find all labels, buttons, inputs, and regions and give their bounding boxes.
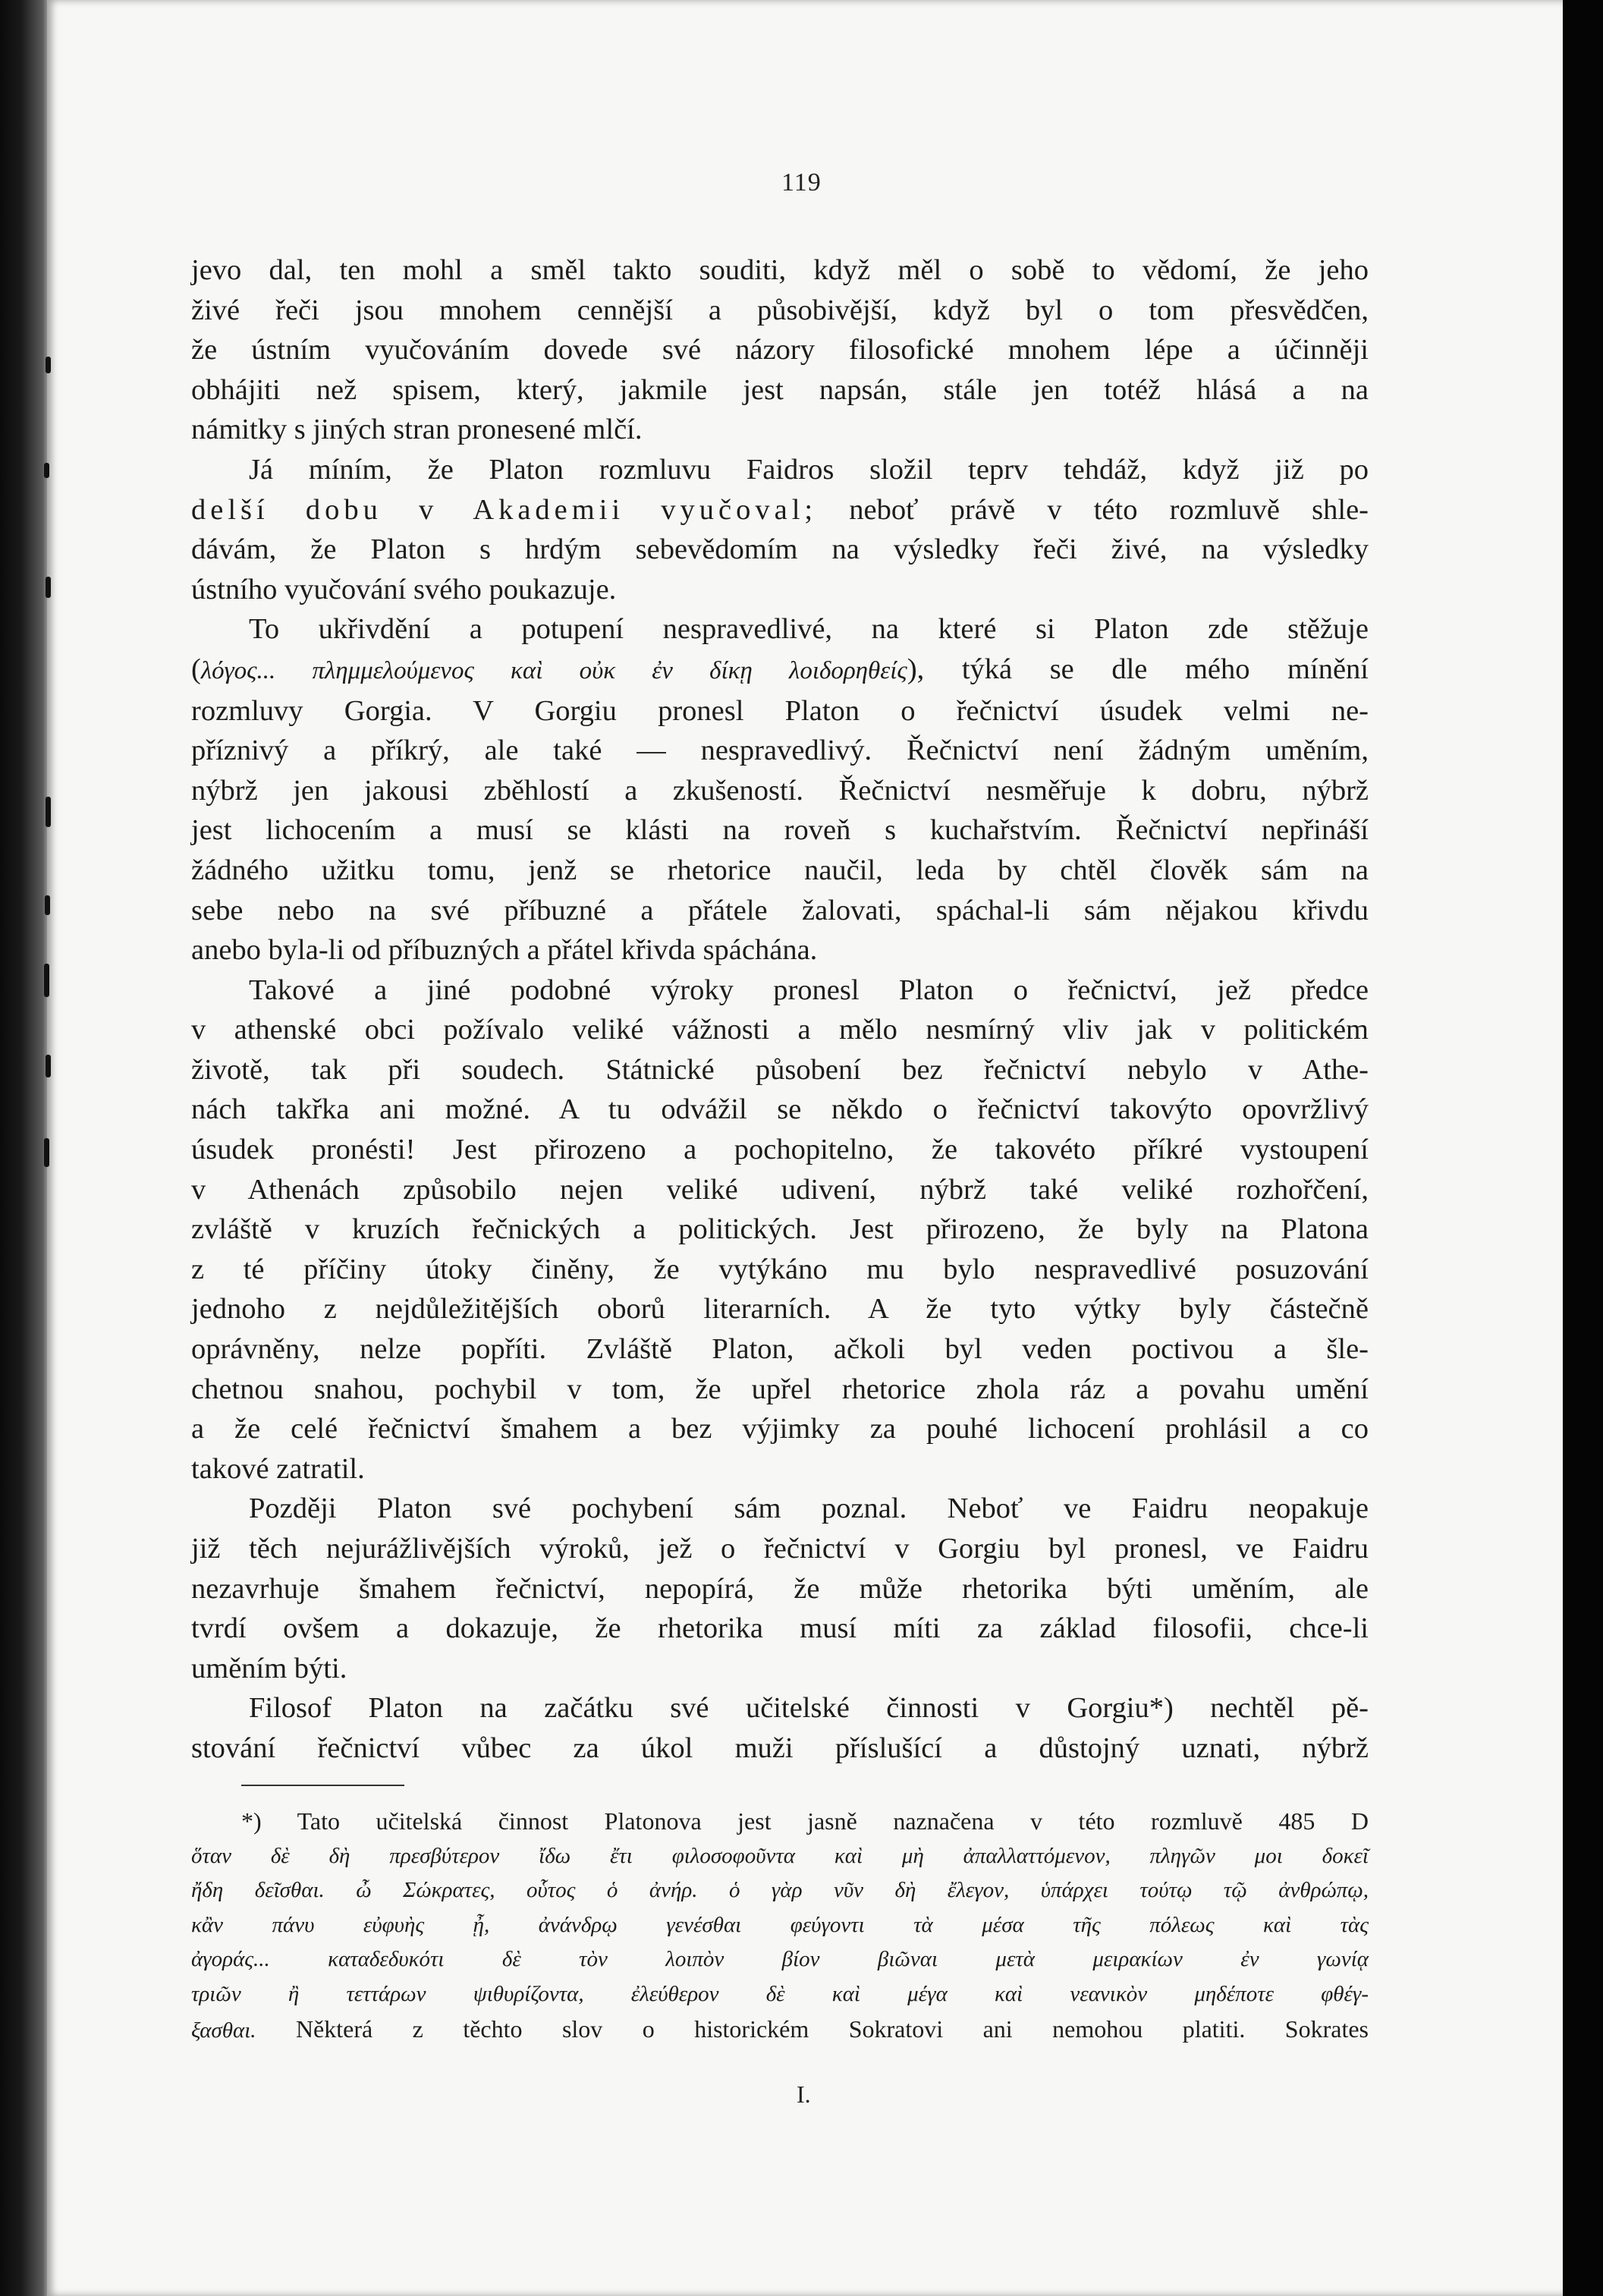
body-line: živé řeči jsou mnohem cennější a působivější, když byl o tom přesvědčen,	[191, 294, 1369, 326]
body-line: jevo dal, ten mohl a směl takto souditi, když měl o sobě to vědomí, že jeho	[191, 254, 1369, 286]
body-line: nýbrž jen jakousi zběhlostí a zkušeností. Řečnictví nesměřuje k dobru, nýbrž	[191, 774, 1369, 807]
margin-mark	[46, 577, 51, 598]
margin-mark	[46, 797, 51, 827]
body-text	[191, 250, 1369, 1769]
footnote-greek-line: ἤδη δεῖσθαι. ὦ Σώκρατες, οὗτος ὁ ἀνήρ. ὁ γὰρ νῦν δὴ ἔλεγον, ὑπάρχει τούτῳ τῷ ἀνθρώπῳ,	[191, 1878, 1369, 1903]
body-line: Já míním, že Platon rozmluvu Faidros složil teprv tehdáž, když již po	[249, 453, 1369, 486]
body-line: nách takřka ani možné. A tu odvážil se někdo o řečnictví takovýto opovržlivý	[191, 1093, 1369, 1126]
footnote	[191, 1804, 1369, 2048]
body-line-rest: neboť právě v této rozmluvě shle-	[817, 493, 1369, 526]
margin-mark	[46, 1055, 51, 1077]
footnote-greek-line: κἂν πάνυ εὐφυὴς ᾖ, ἀνάνδρῳ γενέσθαι φεύγοντι τὰ μέσα τῆς πόλεως καὶ τὰς	[191, 1912, 1369, 1937]
page-number: 119	[781, 168, 822, 197]
body-line: že ústním vyučováním dovede své názory filosofické mnohem lépe a účinněji	[191, 334, 1369, 366]
body-line: anebo byla-li od příbuzných a přátel křivda spáchána.	[191, 934, 818, 967]
body-line: Filosof Platon na začátku své učitelské činnosti v Gorgiu*) nechtěl pě-	[249, 1692, 1369, 1725]
body-line	[191, 649, 1369, 691]
body-line: sebe nebo na své příbuzné a přátele žalovati, spáchal-li sám nějakou křivdu	[191, 894, 1369, 926]
spaced-emphasis: delší dobu v Akademii vyučoval;	[191, 493, 818, 526]
body-line: jednoho z nejdůležitějších oborů literarních. A že tyto výtky byly částečně	[191, 1293, 1369, 1326]
body-line: již těch nejurážlivějších výroků, jež o řečnictví v Gorgiu byl pronesl, ve Faidru	[191, 1533, 1369, 1565]
body-line: námitky s jiných stran pronesené mlčí.	[191, 414, 643, 446]
footnote-line: *) Tato učitelská činnost Platonova jest jasně naznačena v této rozmluvě 485 D	[241, 1807, 1369, 1835]
body-line: Takové a jiné podobné výroky pronesl Platon o řečnictví, jež předce	[249, 973, 1369, 1006]
margin-mark	[44, 1138, 49, 1167]
footnote-greek-line: τριῶν ἢ τεττάρων ψιθυρίζοντα, ἐλεύθερον δὲ καὶ μέγα καὶ νεανικὸν μηδέποτε φθέγ-	[191, 1981, 1369, 2006]
body-line: jest lichocením a musí se klásti na roveň s kuchařstvím. Řečnictví nepřináší	[191, 814, 1369, 847]
scan-right-edge	[1563, 0, 1603, 2296]
footnote-greek-fragment: ξασθαι.	[191, 2018, 256, 2043]
body-line-rest: ), týká se dle mého mínění	[907, 653, 1369, 685]
body-line: úsudek pronésti! Jest přirozeno a pochopitelno, že takovéto příkré vystoupení	[191, 1134, 1369, 1166]
body-line: příznivý a příkrý, ale také — nespravedlivý. Řečnictví není žádným uměním,	[191, 734, 1369, 767]
body-line: a že celé řečnictví šmahem a bez výjimky za pouhé lichocení prohlásil a co	[191, 1413, 1369, 1445]
greek-quote: λόγος... πλημμελούμενος καὶ οὐκ ἐν δίκῃ λοιδορηθείς	[200, 656, 907, 684]
body-line: v athenské obci požívalo veliké vážnosti a mělo nesmírný vliv jak v politickém	[191, 1014, 1369, 1046]
body-line: oprávněny, nelze popříti. Zvláště Platon, ačkoli byl veden poctivou a šle-	[191, 1333, 1369, 1366]
margin-mark	[44, 463, 49, 478]
body-line: obhájiti než spisem, který, jakmile jest napsán, stále jen totéž hlásá a na	[191, 373, 1369, 406]
body-line: To ukřivdění a potupení nespravedlivé, na které si Platon zde stěžuje	[249, 613, 1369, 646]
body-line: Později Platon své pochybení sám poznal. Neboť ve Faidru neopakuje	[249, 1492, 1369, 1525]
footnote-greek-line: ἀγοράς... καταδεδυκότι δὲ τὸν λοιπὸν βίον βιῶναι μετὰ μειρακίων ἐν γωνίᾳ	[191, 1947, 1369, 1972]
body-line: chetnou snahou, pochybil v tom, že upřel rhetorice zhola ráz a povahu umění	[191, 1373, 1369, 1405]
body-line: nezavrhuje šmahem řečnictví, nepopírá, že může rhetorika býti uměním, ale	[191, 1572, 1369, 1605]
body-line: ústního vyučování svého poukazuje.	[191, 573, 617, 605]
body-line: rozmluvy Gorgia. V Gorgiu pronesl Platon o řečnictví úsudek velmi ne-	[191, 694, 1369, 727]
body-line: žádného užitku tomu, jenž se rhetorice naučil, leda by chtěl člověk sám na	[191, 854, 1369, 886]
footnote-greek-line: ὅταν δὲ δὴ πρεσβύτερον ἴδω ἔτι φιλοσοφοῦντα καὶ μὴ ἀπαλλαττόμενον, πληγῶν μοι δοκεῖ	[191, 1843, 1369, 1868]
paren-open: (	[191, 653, 201, 685]
margin-mark	[44, 964, 49, 997]
body-line: takové zatratil.	[191, 1452, 365, 1485]
footnote-line	[191, 2012, 1369, 2049]
margin-mark	[46, 357, 51, 373]
body-line: uměním býti.	[191, 1652, 347, 1684]
body-line: z té příčiny útoky činěny, že vytýkáno mu bylo nespravedlivé posuzování	[191, 1253, 1369, 1285]
body-line: stování řečnictví vůbec za úkol muži příslušící a důstojný uznati, nýbrž	[191, 1731, 1369, 1764]
signature-mark: I.	[797, 2081, 811, 2108]
body-line	[191, 490, 1369, 530]
body-line: dávám, že Platon s hrdým sebevědomím na výsledky řeči živé, na výsledky	[191, 533, 1369, 566]
footnote-divider	[241, 1785, 404, 1786]
body-line: zvláště v kruzích řečnických a politických. Jest přirozeno, že byly na Platona	[191, 1213, 1369, 1246]
margin-mark	[45, 895, 50, 915]
footnote-line-rest: Některá z těchto slov o historickém Sokratovi ani nemohou platiti. Sokrates	[256, 2015, 1369, 2043]
body-line: životě, tak při soudech. Státnické působení bez řečnictví nebylo v Athe-	[191, 1053, 1369, 1086]
body-line: tvrdí ovšem a dokazuje, že rhetorika musí míti za základ filosofii, chce-li	[191, 1612, 1369, 1645]
body-line: v Athenách způsobilo nejen veliké udivení, nýbrž také veliké rozhořčení,	[191, 1173, 1369, 1206]
